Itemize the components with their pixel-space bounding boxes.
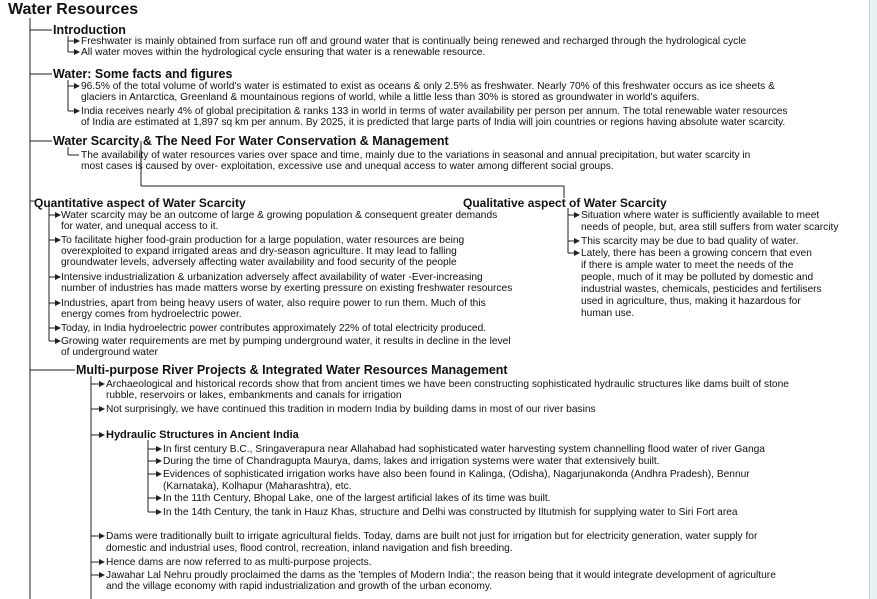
quantitative-heading: Quantitative aspect of Water Scarcity xyxy=(34,196,246,210)
multipurpose-item: rubble, reservoirs or lakes, embankments and canals for irrigation xyxy=(106,390,402,401)
quantitative-item: overexploited to expand irrigated areas and dry-season agriculture. It may lead to falling xyxy=(61,246,457,257)
qualitative-item: needs of people, but, area still suffers from water scarcity xyxy=(581,222,839,233)
intro-item: Freshwater is mainly obtained from surface run off and ground water that is continually being renewed and recharged through the hydrological cycle xyxy=(81,36,747,47)
hydraulic-item: In the 11th Century, Bhopal Lake, one of the largest artificial lakes of its time was built. xyxy=(163,493,551,504)
qualitative-item: industrial wastes, chemicals, pesticides and fertilisers xyxy=(581,284,822,295)
quantitative-item: Growing water requirements are met by pumping underground water, it results in decline in the level xyxy=(61,336,511,347)
quantitative-item: number of industries has made matters worse by exerting pressure on existing freshwater resources xyxy=(61,283,513,294)
facts-item: India receives nearly 4% of global precipitation & ranks 133 in world in terms of water availability per person per annum. The total renewable water resources xyxy=(81,106,788,117)
quantitative-item: To facilitate higher food-grain production for a large population, water resources are being xyxy=(61,235,465,246)
facts-item: glaciers in Antarctica, Greenland & mountainous regions of world, while a little less than 30% is stored as groundwater in world's aquifers. xyxy=(81,92,700,103)
qualitative-item: human use. xyxy=(581,308,635,319)
multipurpose-heading: Multi-purpose River Projects & Integrated Water Resources Management xyxy=(76,363,508,377)
qualitative-item: Situation where water is sufficiently available to meet xyxy=(581,210,820,221)
multipurpose-item: domestic and industrial uses, flood control, recreation, inland navigation and fish breeding. xyxy=(106,543,513,554)
quantitative-item: groundwater levels, adversely affecting water availability and food security of the people xyxy=(61,257,457,268)
qualitative-item: people, much of it may be polluted by domestic and xyxy=(581,272,814,283)
facts-heading: Water: Some facts and figures xyxy=(53,67,233,81)
quantitative-item: energy comes from hydroelectric power. xyxy=(61,309,242,320)
quantitative-item: for water, and unequal access to it. xyxy=(61,221,219,232)
facts-item: of India are estimated at 1,897 sq km per annum. By 2025, it is predicted that large parts of India will join countries or regions having absolute water scarcity. xyxy=(81,117,786,128)
quantitative-item: Water scarcity may be an outcome of large & growing population & consequent greater demands xyxy=(61,210,498,221)
qualitative-item: This scarcity may be due to bad quality of water. xyxy=(581,236,799,247)
scarcity-text: most cases is caused by over- exploitation, excessive use and unequal access to water among different social groups. xyxy=(81,161,614,172)
intro-heading: Introduction xyxy=(53,23,126,37)
multipurpose-item: Hence dams are now referred to as multi-purpose projects. xyxy=(106,557,372,568)
multipurpose-item: Archaeological and historical records show that from ancient times we have been constructing sophisticated hydraulic structures like dams built of stone xyxy=(106,379,789,390)
quantitative-item: Intensive industrialization & urbanization adversely affect availability of water -Ever-increasing xyxy=(61,272,483,283)
multipurpose-item: Jawahar Lal Nehru proudly proclaimed the dams as the 'temples of Modern India'; the reason being that it would integrate development of agriculture xyxy=(106,570,776,581)
hydraulic-item: During the time of Chandragupta Maurya, dams, lakes and irrigation systems were water that extensively built. xyxy=(163,456,660,467)
qualitative-item: used in agriculture, thus, making it hazardous for xyxy=(581,296,801,307)
hydraulic-item: Evidences of sophisticated irrigation works have also been found in Kalinga, (Odisha), Nagarjunakonda (Andhra Pradesh), Bennur xyxy=(163,469,750,480)
hydraulic-item: In first century B.C., Sringaverapura near Allahabad had sophisticated water harvesting system channelling flood water of river Ganga xyxy=(163,444,765,455)
multipurpose-item: Dams were traditionally built to irrigate agricultural fields. Today, dams are built not just for irrigation but for electricity generation, water supply for xyxy=(106,531,758,542)
quantitative-item: Today, in India hydroelectric power contributes approximately 22% of total electricity produced. xyxy=(61,323,487,334)
multipurpose-item: Not surprisingly, we have continued this tradition in modern India by building dams in most of our river basins xyxy=(106,404,596,415)
scarcity-heading: Water Scarcity & The Need For Water Conservation & Management xyxy=(53,134,449,148)
facts-item: 96.5% of the total volume of world's water is estimated to exist as oceans & only 2.5% as freshwater. Nearly 70% of this freshwater occurs as ice sheets & xyxy=(81,81,775,92)
multipurpose-item: and the village economy with rapid industrialization and growth of the urban economy. xyxy=(106,581,493,592)
quantitative-item: of underground water xyxy=(61,347,158,358)
hydraulic-item: (Karnataka), Kolhapur (Maharashtra), etc. xyxy=(163,481,352,492)
hydraulic-heading: Hydraulic Structures in Ancient India xyxy=(106,429,299,441)
page-title: Water Resources xyxy=(8,1,139,18)
intro-item: All water moves within the hydrological cycle ensuring that water is a renewable resource. xyxy=(81,47,486,58)
qualitative-heading: Qualitative aspect of Water Scarcity xyxy=(463,196,667,210)
quantitative-item: Industries, apart from being heavy users of water, also require power to run them. Much of this xyxy=(61,298,486,309)
scarcity-text: The availability of water resources varies over space and time, mainly due to the variations in seasonal and annual precipitation, but water scarcity in xyxy=(81,150,751,161)
qualitative-item: Lately, there has been a growing concern that even xyxy=(581,248,812,259)
qualitative-item: if there is ample water to meet the needs of the xyxy=(581,260,794,271)
hydraulic-item: In the 14th Century, the tank in Hauz Khas, structure and Delhi was constructed by Iltutmish for supplying water to Siri Fort area xyxy=(163,507,738,518)
